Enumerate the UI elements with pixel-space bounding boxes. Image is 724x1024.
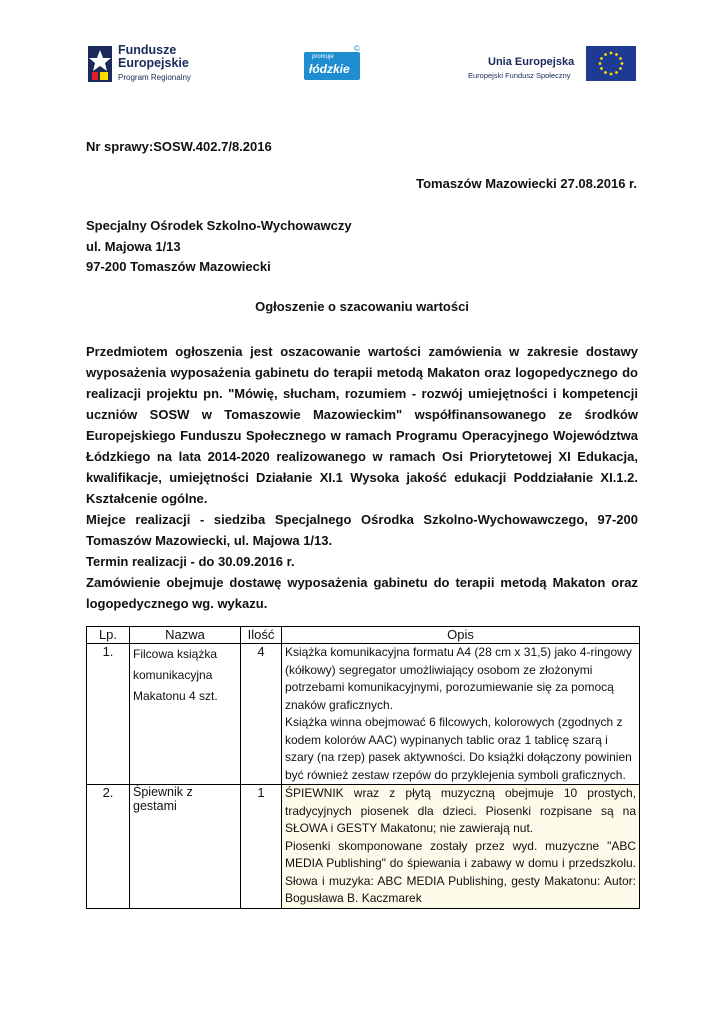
row-lp: 2. [87, 785, 130, 909]
lodzkie-logo [304, 44, 362, 84]
address-line-3: 97-200 Tomaszów Mazowiecki [86, 259, 271, 274]
table-row [87, 644, 640, 785]
row-name: Filcowa książka komunikacyjna Makatonu 4 szt. [130, 644, 241, 785]
row-desc-part-1: ŚPIEWNIK wraz z płytą muzyczną obejmuje 10 prostych, tradycyjnych piosenek dla dzieci. Piosenki rozpisane są na SŁOWA i GESTY Makatonu; nie zawierają nut. [285, 786, 636, 835]
lodzkie-logo-name: łódzkie [309, 62, 350, 76]
place-date: Tomaszów Mazowiecki 27.08.2016 r. [416, 176, 637, 191]
unia-europejska-logo [468, 42, 638, 86]
address-line-1: Specjalny Ośrodek Szkolno-Wychowawczy [86, 218, 352, 233]
row-lp: 1. [87, 644, 130, 785]
row-desc-part-1: Książka komunikacyjna formatu A4 (28 cm x 31,5) jako 4-ringowy (kółkowy) segregator umożliwiający osobom ze złożonymi potrzebami komunikacyjnymi, porozumiewanie się za pomocą znaków graficznych. [285, 645, 632, 712]
ue-logo-subtitle: Europejski Fundusz Społeczny [468, 71, 571, 80]
fe-logo-line2: Europejskie [118, 56, 189, 70]
row-qty: 4 [241, 644, 282, 785]
row-desc-part-2: Piosenki skomponowane zostały przez wyd. muzyczne "ABC MEDIA Publishing" do śpiewania i zabawy w domu i przedszkolu. Słowa i muzyka: ABC MEDIA Publishing, gesty Makatonu: Autor: Bogusława B. Kaczmarek [285, 838, 636, 905]
body-paragraph-subject: Przedmiotem ogłoszenia jest oszacowanie wartości zamówienia w zakresie dostawy wyposażenia wyposażenia gabinetu do terapii metodą Makaton oraz logopedycznego do realizacji projektu pn. "Mówię, słucham, rozumiem - rozwój umiejętności i kompetencji uczniów SOSW w Tomaszowie Mazowieckim" współfinansowanego ze środków Europejskiego Funduszu Społecznego w ramach Programu Operacyjnego Województwa Łódzkiego na lata 2014-2020 realizowanego w ramach Osi Priorytetowej XI Edukacja, kwalifikacje, umiejętności Działanie XI.1 Wysoka jakość edukacji Poddziałanie XI.1.2. Kształcenie ogólne. [86, 344, 638, 506]
body-paragraph-scope: Zamówienie obejmuje dostawę wyposażenia gabinetu do terapii metodą Makaton oraz logopedycznego wg. wykazu. [86, 575, 638, 611]
fe-logo-subtitle: Program Regionalny [118, 73, 191, 82]
ue-logo-title: Unia Europejska [488, 56, 575, 68]
eu-flag-icon [586, 46, 636, 81]
items-table [86, 626, 640, 909]
lodzkie-logo-small: promuje [312, 54, 334, 60]
logo-bar [0, 38, 724, 88]
address-line-2: ul. Majowa 1/13 [86, 238, 181, 254]
case-number: Nr sprawy:SOSW.402.7/8.2016 [86, 139, 272, 154]
document-body [86, 341, 638, 614]
row-name: Śpiewnik z gestami [130, 785, 241, 909]
fe-logo-title [118, 44, 189, 70]
row-desc-part-2: Książka winna obejmować 6 filcowych, kolorowych (zgodnych z kodem kolorów AAC) wypinanych tablic oraz 1 tablicę szarą i szary (na rzep) pasek aktywności. Do książki dołączony powinien być również zestaw rzepów do przyklejenia symboli graficznych. [285, 715, 632, 782]
row-desc [282, 644, 640, 785]
recipient-address [86, 216, 352, 278]
header-desc: Opis [282, 627, 640, 644]
row-desc [282, 785, 640, 909]
header-qty: Ilość [241, 627, 282, 644]
lodzkie-logo-mark: © [354, 44, 360, 53]
row-qty: 1 [241, 785, 282, 909]
fundusze-europejskie-logo [86, 42, 216, 86]
header-name: Nazwa [130, 627, 241, 644]
header-lp: Lp. [87, 627, 130, 644]
table-row [87, 785, 640, 909]
fe-star-icon [86, 42, 116, 86]
body-paragraph-deadline: Termin realizacji - do 30.09.2016 r. [86, 554, 295, 569]
fe-logo-line1: Fundusze [118, 43, 177, 57]
body-paragraph-location: Miejce realizacji - siedziba Specjalnego Ośrodka Szkolno-Wychowawczego, 97-200 Tomaszów Mazowiecki, ul. Majowa 1/13. [86, 512, 638, 548]
table-header-row [87, 627, 640, 644]
document-heading: Ogłoszenie o szacowaniu wartości [255, 299, 469, 314]
